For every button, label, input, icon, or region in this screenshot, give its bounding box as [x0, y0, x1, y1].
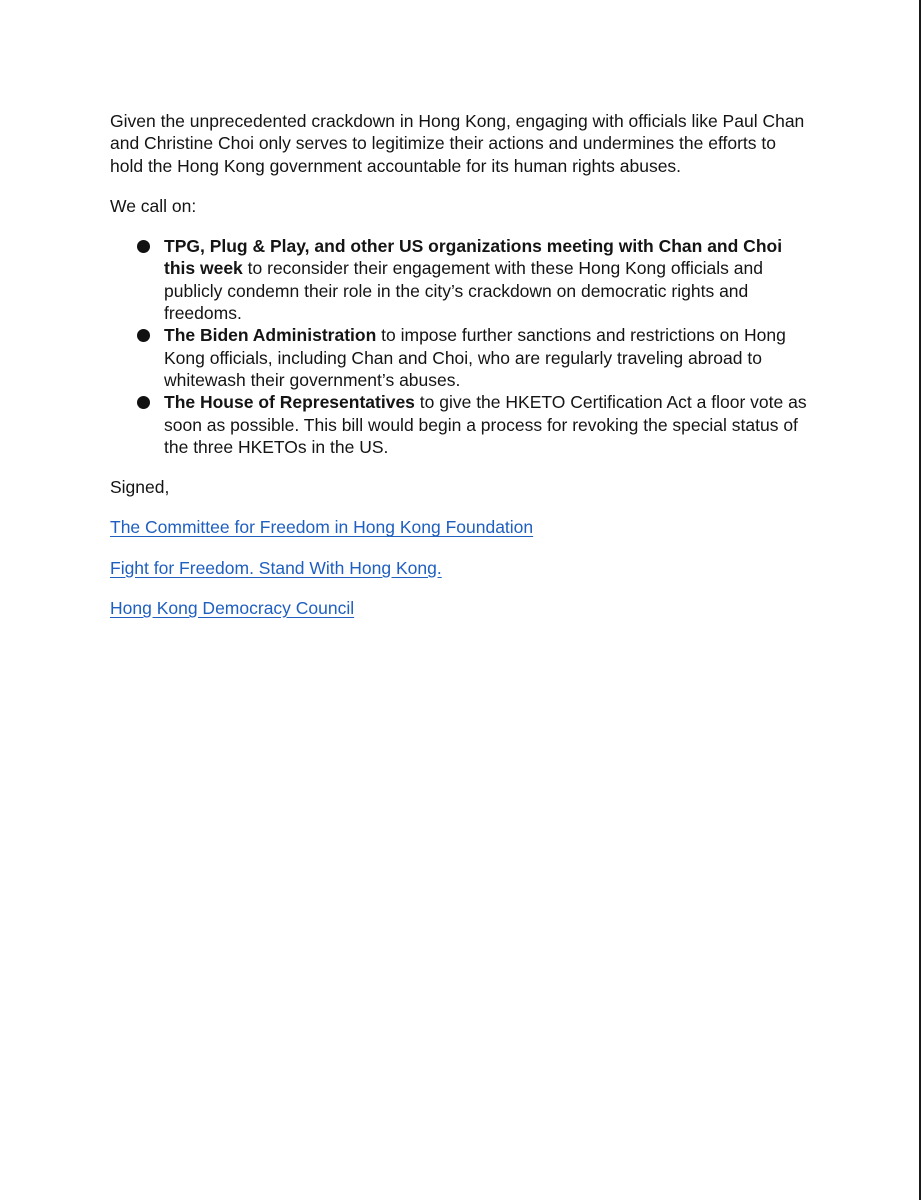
demand-lead: TPG, Plug & Play, and other US organizations meeting with Chan and Choi this week [164, 236, 783, 279]
demand-lead: The Biden Administration [164, 325, 377, 346]
bullet-icon [137, 396, 150, 409]
demand-lead: The House of Representatives [164, 392, 415, 413]
signed-label: Signed, [110, 477, 170, 498]
demand-item-house [110, 391, 810, 458]
signatory-link-fight-for-freedom[interactable]: Fight for Freedom. Stand With Hong Kong. [110, 557, 442, 578]
letter-body [110, 110, 810, 637]
demands-list [110, 235, 810, 458]
signatory-3 [110, 597, 810, 619]
demand-item-organizations [110, 235, 810, 324]
signatory-link-committee[interactable]: The Committee for Freedom in Hong Kong Foundation [110, 517, 534, 538]
bullet-icon [137, 329, 150, 342]
demand-text: to impose further sanctions and restrictions on Hong Kong officials, including Chan and Choi, who are regularly traveling abroad to whitewash their government’s abuses. [164, 325, 786, 390]
demand-text: to reconsider their engagement with these Hong Kong officials and publicly condemn their role in the city’s crackdown on democratic rights and freedoms. [164, 258, 763, 324]
demand-item-administration [110, 324, 810, 391]
signatory-2 [110, 557, 810, 579]
bullet-icon [137, 240, 150, 253]
demand-text: to give the HKETO Certification Act a floor vote as soon as possible. This bill would begin a process for revoking the special status of the three HKETOs in the US. [164, 392, 807, 457]
signatory-1 [110, 516, 810, 538]
signatory-link-democracy-council[interactable]: Hong Kong Democracy Council [110, 598, 355, 619]
intro-paragraph: Given the unprecedented crackdown in Hong Kong, engaging with officials like Paul Chan and Christine Choi only serves to legitimize their actions and undermines the efforts to hold the Hong Kong government accountable for its human rights abuses. [110, 111, 805, 176]
call-on-heading: We call on: [110, 195, 197, 216]
